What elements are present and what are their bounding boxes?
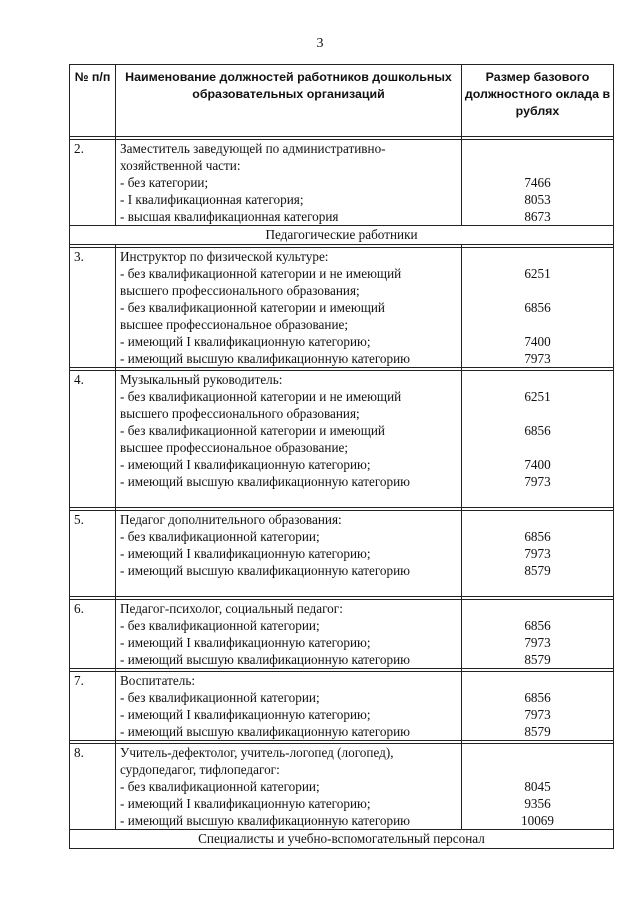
table-row (70, 248, 614, 368)
salary-value: 6251 (524, 266, 551, 281)
position-line: - имеющий I квалификационную категорию; (120, 707, 371, 722)
blank-line (462, 490, 613, 507)
salary-cell (462, 371, 614, 508)
section-label: Специалисты и учебно-вспомогательный персонал (70, 830, 614, 849)
salary-value (462, 282, 613, 299)
position-line: хозяйственной части: (120, 158, 241, 173)
position-line: - имеющий высшую квалификационную категорию (120, 563, 411, 578)
header-position-name: Наименование должностей работников дошкольных образовательных организаций (116, 65, 462, 137)
salary-value: 7400 (524, 334, 551, 349)
salary-value (462, 248, 613, 265)
blank-line (462, 579, 613, 596)
position-line: Заместитель заведующей по административно- (120, 141, 386, 156)
position-line: высшее профессиональное образование; (120, 317, 349, 332)
position-line: - без квалификационной категории и не имеющий (120, 266, 402, 281)
salary-cell (462, 672, 614, 741)
position-cell (116, 371, 462, 508)
position-line: - без квалификационной категории и имеющий (120, 300, 385, 315)
row-number: 6. (70, 600, 116, 669)
section-row (70, 226, 614, 245)
header-salary: Размер базового должностного оклада в рублях (462, 65, 614, 137)
position-line: - имеющий I квалификационную категорию; (120, 796, 371, 811)
salary-value (462, 672, 613, 689)
position-line: Педагог-психолог, социальный педагог: (120, 601, 343, 616)
position-line: сурдопедагог, тифлопедагог: (120, 762, 280, 777)
position-line: высшего профессионального образования; (120, 283, 360, 298)
row-number: 7. (70, 672, 116, 741)
position-cell (116, 672, 462, 741)
page-number: 3 (316, 36, 324, 51)
salary-value: 7973 (524, 546, 551, 561)
salary-value: 6856 (524, 300, 551, 315)
position-line: Инструктор по физической культуре: (120, 249, 329, 264)
salary-value: 7400 (524, 457, 551, 472)
table-row (70, 511, 614, 597)
position-line: - имеющий I квалификационную категорию; (120, 457, 371, 472)
blank-line (120, 579, 459, 596)
salary-cell (462, 248, 614, 368)
salary-value: 6251 (524, 389, 551, 404)
position-line: - имеющий I квалификационную категорию; (120, 546, 371, 561)
row-number: 5. (70, 511, 116, 597)
salary-value: 7973 (524, 351, 551, 366)
salary-value: 8579 (524, 724, 551, 739)
position-cell (116, 511, 462, 597)
position-line: - имеющий высшую квалификационную категорию (120, 813, 411, 828)
position-line: - высшая квалификационная категория (120, 209, 339, 224)
position-cell (116, 248, 462, 368)
salary-cell (462, 744, 614, 830)
salary-value: 8579 (524, 563, 551, 578)
blank-line (120, 490, 459, 507)
table-header (70, 65, 614, 137)
salary-value: 8045 (524, 779, 551, 794)
section-row (70, 830, 614, 849)
position-line: высшее профессиональное образование; (120, 440, 349, 455)
salary-cell (462, 600, 614, 669)
position-cell (116, 600, 462, 669)
salary-value: 7973 (524, 707, 551, 722)
salary-value (462, 371, 613, 388)
position-line: - имеющий высшую квалификационную категорию (120, 652, 411, 667)
position-cell (116, 140, 462, 226)
table-row (70, 744, 614, 830)
position-line: - имеющий высшую квалификационную категорию (120, 724, 411, 739)
position-line: Музыкальный руководитель: (120, 372, 283, 387)
salary-value (462, 600, 613, 617)
position-line: - без квалификационной категории и имеющий (120, 423, 385, 438)
table-body (70, 137, 614, 849)
row-number: 2. (70, 140, 116, 226)
salary-value (462, 140, 613, 157)
salary-value: 8053 (524, 192, 551, 207)
salary-cell (462, 511, 614, 597)
table-row (70, 600, 614, 669)
row-number: 3. (70, 248, 116, 368)
salary-value: 8673 (524, 209, 551, 224)
position-line: - без квалификационной категории; (120, 618, 320, 633)
salary-value: 6856 (524, 690, 551, 705)
table-row (70, 672, 614, 741)
salary-value (462, 316, 613, 333)
salary-table (69, 64, 614, 849)
salary-value (462, 744, 613, 761)
table-row (70, 140, 614, 226)
position-line: - без квалификационной категории; (120, 529, 320, 544)
salary-value: 8579 (524, 652, 551, 667)
salary-value: 6856 (524, 529, 551, 544)
salary-value (462, 405, 613, 422)
header-num: № п/п (70, 65, 116, 137)
position-line: - имеющий высшую квалификационную категорию (120, 474, 411, 489)
salary-value (462, 511, 613, 528)
salary-cell (462, 140, 614, 226)
position-cell (116, 744, 462, 830)
section-label: Педагогические работники (70, 226, 614, 245)
salary-value: 7973 (524, 474, 551, 489)
position-line: - I квалификационная категория; (120, 192, 304, 207)
salary-value: 7466 (524, 175, 551, 190)
salary-value: 9356 (524, 796, 551, 811)
position-line: высшего профессионального образования; (120, 406, 360, 421)
salary-value (462, 761, 613, 778)
table-row (70, 371, 614, 508)
row-number: 8. (70, 744, 116, 830)
row-number: 4. (70, 371, 116, 508)
position-line: - имеющий высшую квалификационную категорию (120, 351, 411, 366)
position-line: - имеющий I квалификационную категорию; (120, 334, 371, 349)
salary-value: 7973 (524, 635, 551, 650)
salary-value: 10069 (521, 813, 554, 828)
position-line: Педагог дополнительного образования: (120, 512, 342, 527)
position-line: Учитель-дефектолог, учитель-логопед (логопед), (120, 745, 394, 760)
salary-value (462, 157, 613, 174)
salary-value: 6856 (524, 618, 551, 633)
salary-value (462, 439, 613, 456)
salary-value: 6856 (524, 423, 551, 438)
position-line: - без квалификационной категории; (120, 779, 320, 794)
position-line: - без квалификационной категории; (120, 690, 320, 705)
position-line: Воспитатель: (120, 673, 195, 688)
position-line: - без квалификационной категории и не имеющий (120, 389, 402, 404)
position-line: - имеющий I квалификационную категорию; (120, 635, 371, 650)
position-line: - без категории; (120, 175, 209, 190)
